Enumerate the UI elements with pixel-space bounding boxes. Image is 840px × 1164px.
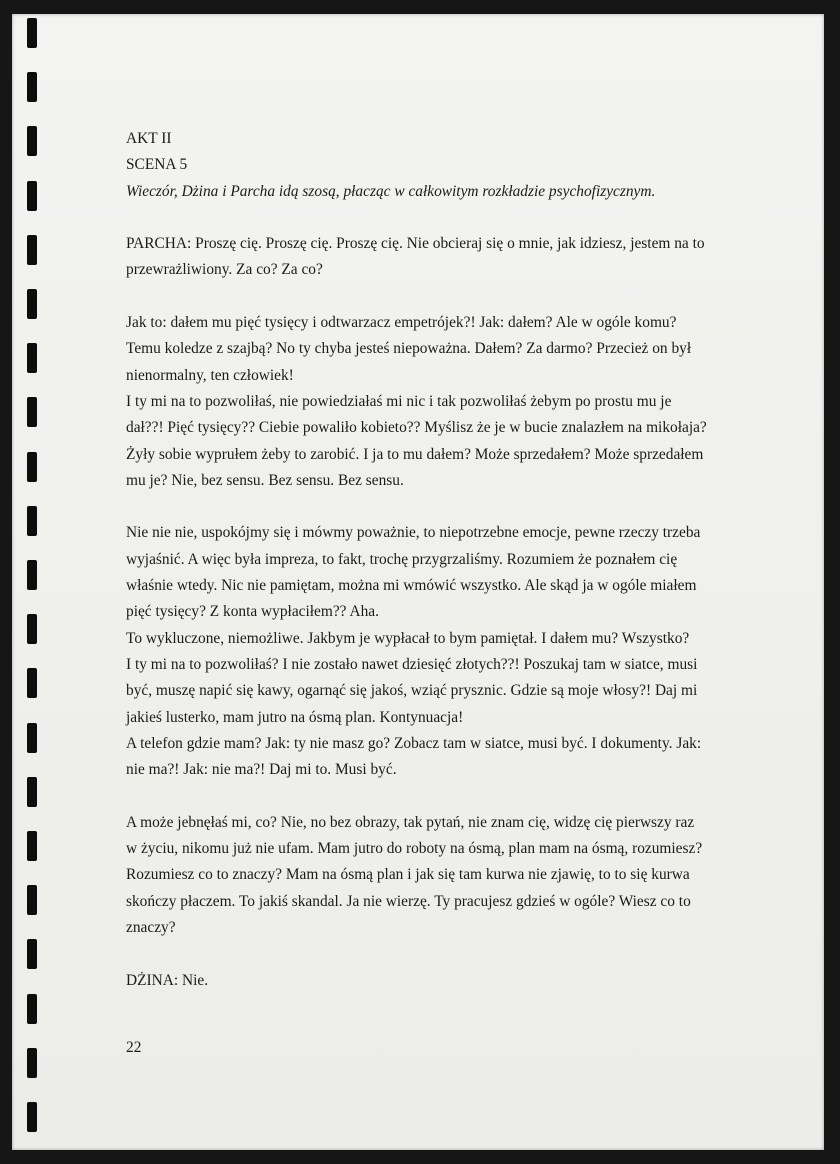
binding-holes [0, 0, 44, 1164]
binding-hole [27, 939, 37, 969]
paragraph-5 [126, 968, 726, 994]
binding-hole [27, 452, 37, 482]
text-line: nienormalny, ten człowiek! [126, 366, 294, 384]
text-line: dał??! Pięć tysięcy?? Ciebie powaliło kobieto?? Myślisz że je w bucie znalazłem na mikołaja? [126, 419, 707, 437]
text-line: znaczy? [126, 918, 176, 936]
text-line: mu je? Nie, bez sensu. Bez sensu. Bez sensu. [126, 471, 404, 489]
text-line: jakieś lusterko, mam jutro na ósmą plan. Kontynuacja! [126, 708, 464, 726]
binding-hole [27, 289, 37, 319]
spacer [126, 205, 726, 231]
text-line: Rozumiesz co to znaczy? Mam na ósmą plan i jak się tam kurwa nie zjawię, to to się kurwa [126, 866, 690, 884]
binding-hole [27, 397, 37, 427]
paragraph-3 [126, 520, 726, 783]
spacer [126, 783, 726, 809]
binding-hole [27, 614, 37, 644]
paragraph-4 [126, 810, 726, 941]
stage-direction: Wieczór, Dżina i Parcha idą szosą, płacząc w całkowitym rozkładzie psychofizycznym. [126, 182, 656, 200]
text-line: PARCHA: Proszę cię. Proszę cię. Proszę cię. Nie obcieraj się o mnie, jak idziesz, jestem na to [126, 235, 705, 253]
text-line: Żyły sobie wyprułem żeby to zarobić. I ja to mu dałem? Może sprzedałem? Może sprzedałem [126, 445, 704, 463]
binding-hole [27, 668, 37, 698]
text-line: przewrażliwiony. Za co? Za co? [126, 261, 323, 279]
binding-hole [27, 831, 37, 861]
binding-hole [27, 1048, 37, 1078]
binding-hole [27, 723, 37, 753]
binding-hole [27, 235, 37, 265]
binding-hole [27, 18, 37, 48]
spacer [126, 494, 726, 520]
paragraph-1 [126, 231, 726, 284]
binding-hole [27, 994, 37, 1024]
text-line: DŻINA: Nie. [126, 971, 209, 989]
spacer [126, 941, 726, 967]
binding-hole [27, 777, 37, 807]
script-text [126, 126, 726, 994]
text-line: A telefon gdzie mam? Jak: ty nie masz go? Zobacz tam w siatce, musi być. I dokumenty. Jak: [126, 734, 702, 752]
text-line: w życiu, nikomu już nie ufam. Mam jutro do roboty na ósmą, plan mam na ósmą, rozumiesz? [126, 840, 703, 858]
binding-hole [27, 560, 37, 590]
binding-hole [27, 343, 37, 373]
scene-heading: SCENA 5 [126, 156, 188, 174]
text-line: I ty mi na to pozwoliłaś, nie powiedziałaś mi nic i tak pozwoliłaś żebym po prostu mu je [126, 392, 672, 410]
text-line: Nie nie nie, uspokójmy się i mówmy poważnie, to niepotrzebne emocje, pewne rzeczy trzeba [126, 524, 701, 542]
page-number: 22 [126, 1039, 142, 1056]
text-line: Temu koledze z szajbą? No ty chyba jesteś niepoważna. Dałem? Za darmo? Przecież on był [126, 340, 692, 358]
binding-hole [27, 72, 37, 102]
spacer [126, 284, 726, 310]
binding-hole [27, 885, 37, 915]
text-line: I ty mi na to pozwoliłaś? I nie zostało nawet dziesięć złotych??! Poszukaj tam w siatce, musi [126, 655, 698, 673]
text-line: Jak to: dałem mu pięć tysięcy i odtwarzacz empetrójek?! Jak: dałem? Ale w ogóle komu? [126, 314, 677, 332]
binding-hole [27, 181, 37, 211]
binding-hole [27, 1102, 37, 1132]
binding-hole [27, 506, 37, 536]
text-line: wyjaśnić. A więc była impreza, to fakt, trochę przygrzaliśmy. Rozumiem że poznałem cię [126, 550, 678, 568]
text-line: To wykluczone, niemożliwe. Jakbym je wypłacał to bym pamiętał. I dałem mu? Wszystko? [126, 629, 690, 647]
text-line: skończy płaczem. To jakiś skandal. Ja nie wierzę. Ty pracujesz gdzieś w ogóle? Wiesz co to [126, 892, 691, 910]
text-line: pięć tysięcy? Z konta wypłaciłem?? Aha. [126, 603, 379, 621]
text-line: A może jebnęłaś mi, co? Nie, no bez obrazy, tak pytań, nie znam cię, widzę cię pierwszy raz [126, 813, 695, 831]
act-heading: AKT II [126, 130, 172, 147]
text-line: właśnie wtedy. Nic nie pamiętam, można mi wmówić wszystko. Ale skąd ja w ogóle miałem [126, 577, 697, 595]
paragraph-2 [126, 310, 726, 494]
text-line: być, muszę napić się kawy, ogarnąć się jakoś, wziąć prysznic. Gdzie są moje włosy?! Daj mi [126, 682, 698, 700]
text-line: nie ma?! Jak: nie ma?! Daj mi to. Musi być. [126, 761, 397, 779]
binding-hole [27, 126, 37, 156]
